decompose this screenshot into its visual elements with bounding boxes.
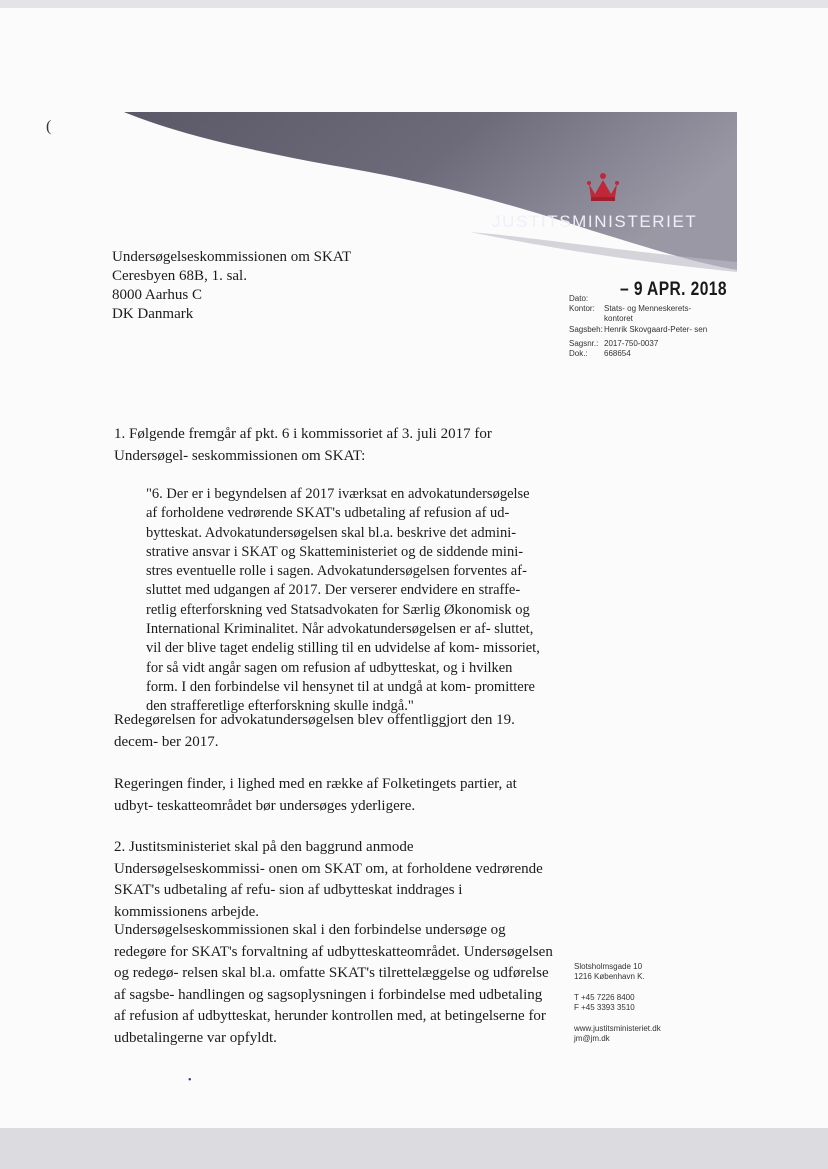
case-metadata: [569, 294, 709, 359]
crown-icon: [585, 170, 621, 204]
sagsnr-value: 2017-750-0037: [604, 339, 659, 348]
kontor-value: Stats- og Menneskerets- kontoret: [604, 304, 692, 323]
scan-mark: •: [188, 1075, 192, 1086]
recipient-line: Undersøgelseskommissionen om SKAT: [112, 249, 352, 265]
footer-phone: T +45 7226 8400: [574, 993, 635, 1002]
quoted-kommissorium: "6. Der er i begyndelsen af 2017 iværksat en advokatundersøgelse af forholdene vedrørende SKAT's udbetaling af refusion af ud- bytteskat. Advokatundersøgelsen skal bl.a. beskrive det admini- strative ansvar i SKAT og Skatteministeriet og de siddende mini- stres eventuelle rolle i sagen. Advokatundersøgelsen forventes af- sluttet med udgangen af 2017. Der verserer endvidere en straffe- retlig efterforskning ved Statsadvokaten for Særlig Økonomisk og International Kriminalitet. Når advokatundersøgelsen er af- sluttet, vil der blive taget endelig stilling til en udvidelse af kom- missoriet, for så vidt angår sagen om refusion af udbytteskat, og i hvilken form. I den forbindelse vil hensynet til at undgå at kom- promittere den strafferetlige efterforskning skulle indgå.": [146, 486, 540, 715]
paragraph-1: [114, 424, 554, 467]
paragraph-4: 2. Justitsministeriet skal på den baggrund anmode Undersøgelseskommissi- onen om SKAT om, at forholdene vedrørende SKAT's udbetaling af refu- sion af udbytteskat inddrages i kommissionens arbejde.: [114, 839, 543, 920]
date-stamp: – 9 APR. 2018: [620, 279, 727, 300]
footer-website: www.justitsministeriet.dk: [574, 1024, 661, 1033]
dato-label: Dato:: [569, 294, 589, 303]
sagsbeh-label: Sagsbeh:: [569, 325, 603, 334]
ministry-name: JUSTITSMINISTERIET: [492, 212, 698, 231]
footer-address-line: 1216 København K.: [574, 972, 645, 981]
recipient-line: Ceresbyen 68B, 1. sal.: [112, 268, 247, 284]
sender-footer: [574, 962, 661, 1044]
footer-address-line: Slotsholmsgade 10: [574, 962, 643, 971]
paragraph-3: Regeringen finder, i lighed med en række af Folketingets partier, at udbyt- teskatteområdet bør undersøges yderligere.: [114, 776, 517, 814]
scan-mark: (: [46, 118, 52, 135]
recipient-address: [112, 248, 351, 324]
sagsnr-label: Sagsnr.:: [569, 339, 599, 348]
kontor-label: Kontor:: [569, 304, 595, 313]
recipient-line: DK Danmark: [112, 306, 194, 322]
dok-value: 668654: [604, 349, 631, 358]
paragraph-text: 1. Følgende fremgår af pkt. 6 i kommissoriet af 3. juli 2017 for Undersøgel- seskommissionen om SKAT:: [114, 426, 492, 464]
footer-email: jm@jm.dk: [574, 1034, 610, 1043]
sagsbeh-value: Henrik Skovgaard-Peter- sen: [604, 325, 708, 334]
scan-bottom-edge: [0, 1128, 828, 1169]
dok-label: Dok.:: [569, 349, 588, 358]
recipient-line: 8000 Aarhus C: [112, 287, 202, 303]
paragraph-2: Redegørelsen for advokatundersøgelsen blev offentliggjort den 19. decem- ber 2017.: [114, 712, 515, 750]
footer-fax: F +45 3393 3510: [574, 1003, 635, 1012]
paragraph-5: Undersøgelseskommissionen skal i den forbindelse undersøge og redegøre for SKAT's forvaltning af udbytteskatteområdet. Undersøgelsen og redegø- relsen skal bl.a. omfatte SKAT's tilrettelæggelse og udførelse af sagsbe- handlingen og sagsoplysningen i forbindelse med udbetaling af refusion af udbytteskat, herunder kontrollen med, at betingelserne for udbetalingerne var opfyldt.: [114, 922, 553, 1046]
